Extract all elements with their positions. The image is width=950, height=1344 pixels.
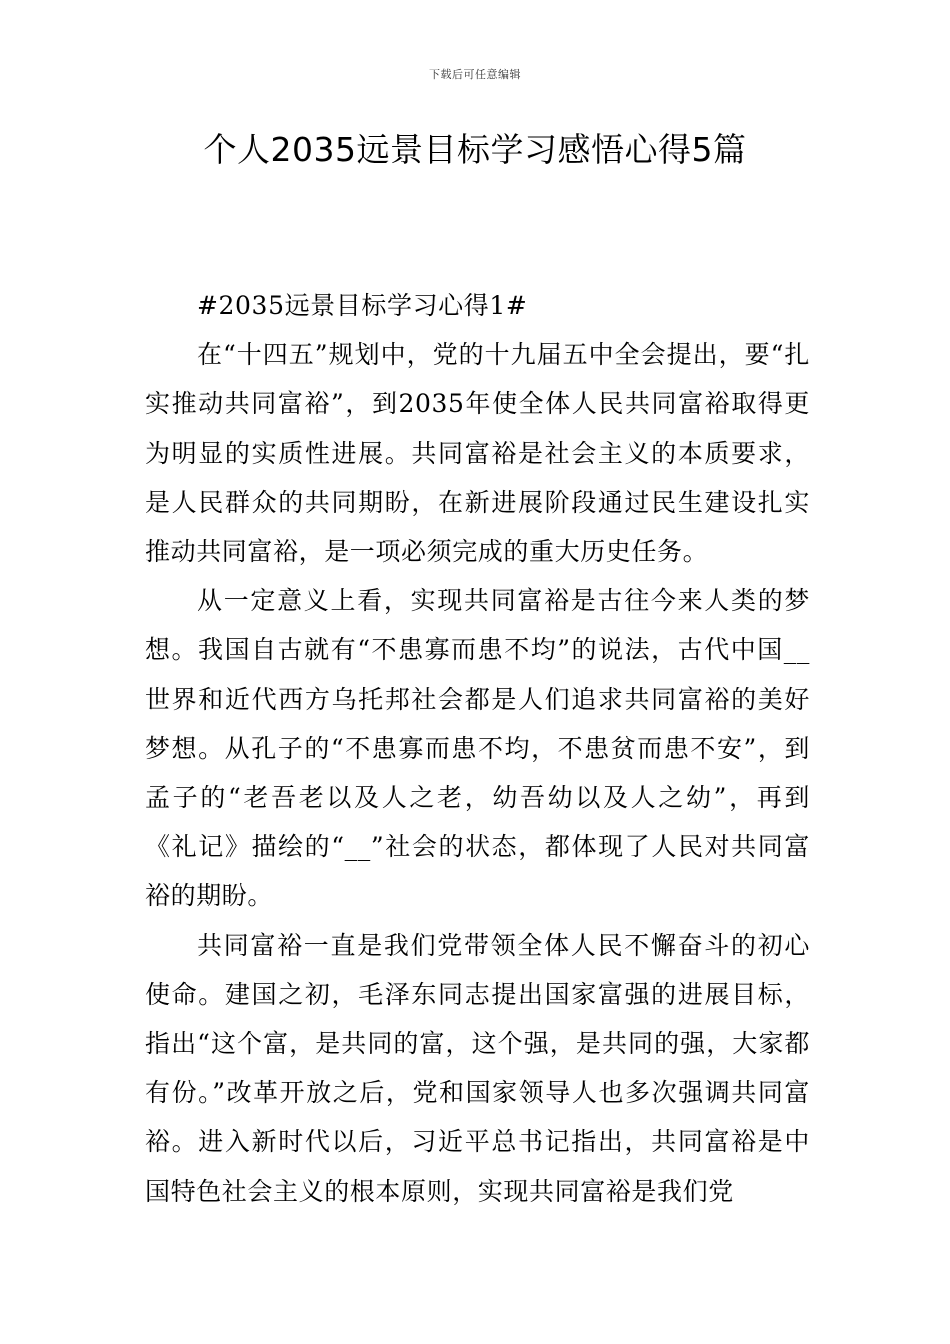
paragraph: 在“十四五”规划中，党的十九届五中全会提出，要“扎实推动共同富裕”，到2035年使全体人民共同富裕取得更为明显的实质性进展。共同富裕是社会主义的本质要求，是人民群众的共同期盼，在新进展阶段通过民生建设扎实推动共同富裕，是一项必须完成的重大历史任务。 xyxy=(145,340,810,567)
section-heading: #2035远景目标学习心得1# xyxy=(197,291,528,320)
document-body xyxy=(145,281,810,1216)
document-title: 个人2035远景目标学习感悟心得5篇 xyxy=(203,130,747,169)
paragraph: 共同富裕一直是我们党带领全体人民不懈奋斗的初心使命。建国之初，毛泽东同志提出国家富强的进展目标，指出“这个富，是共同的富，这个强，是共同的强，大家都有份。”改革开放之后，党和国家领导人也多次强调共同富裕。进入新时代以后，习近平总书记指出，共同富裕是中国特色社会主义的根本原则，实现共同富裕是我们党 xyxy=(145,930,810,1206)
header-note: 下载后可任意编辑 xyxy=(429,68,521,81)
paragraph: 从一定意义上看，实现共同富裕是古往今来人类的梦想。我国自古就有“不患寡而患不均”的说法，古代中国__世界和近代西方乌托邦社会都是人们追求共同富裕的美好梦想。从孔子的“不患寡而患不均，不患贫而患不安”，到孟子的“老吾老以及人之老，幼吾幼以及人之幼”，再到《礼记》描绘的“__”社会的状态，都体现了人民对共同富裕的期盼。 xyxy=(145,586,810,911)
